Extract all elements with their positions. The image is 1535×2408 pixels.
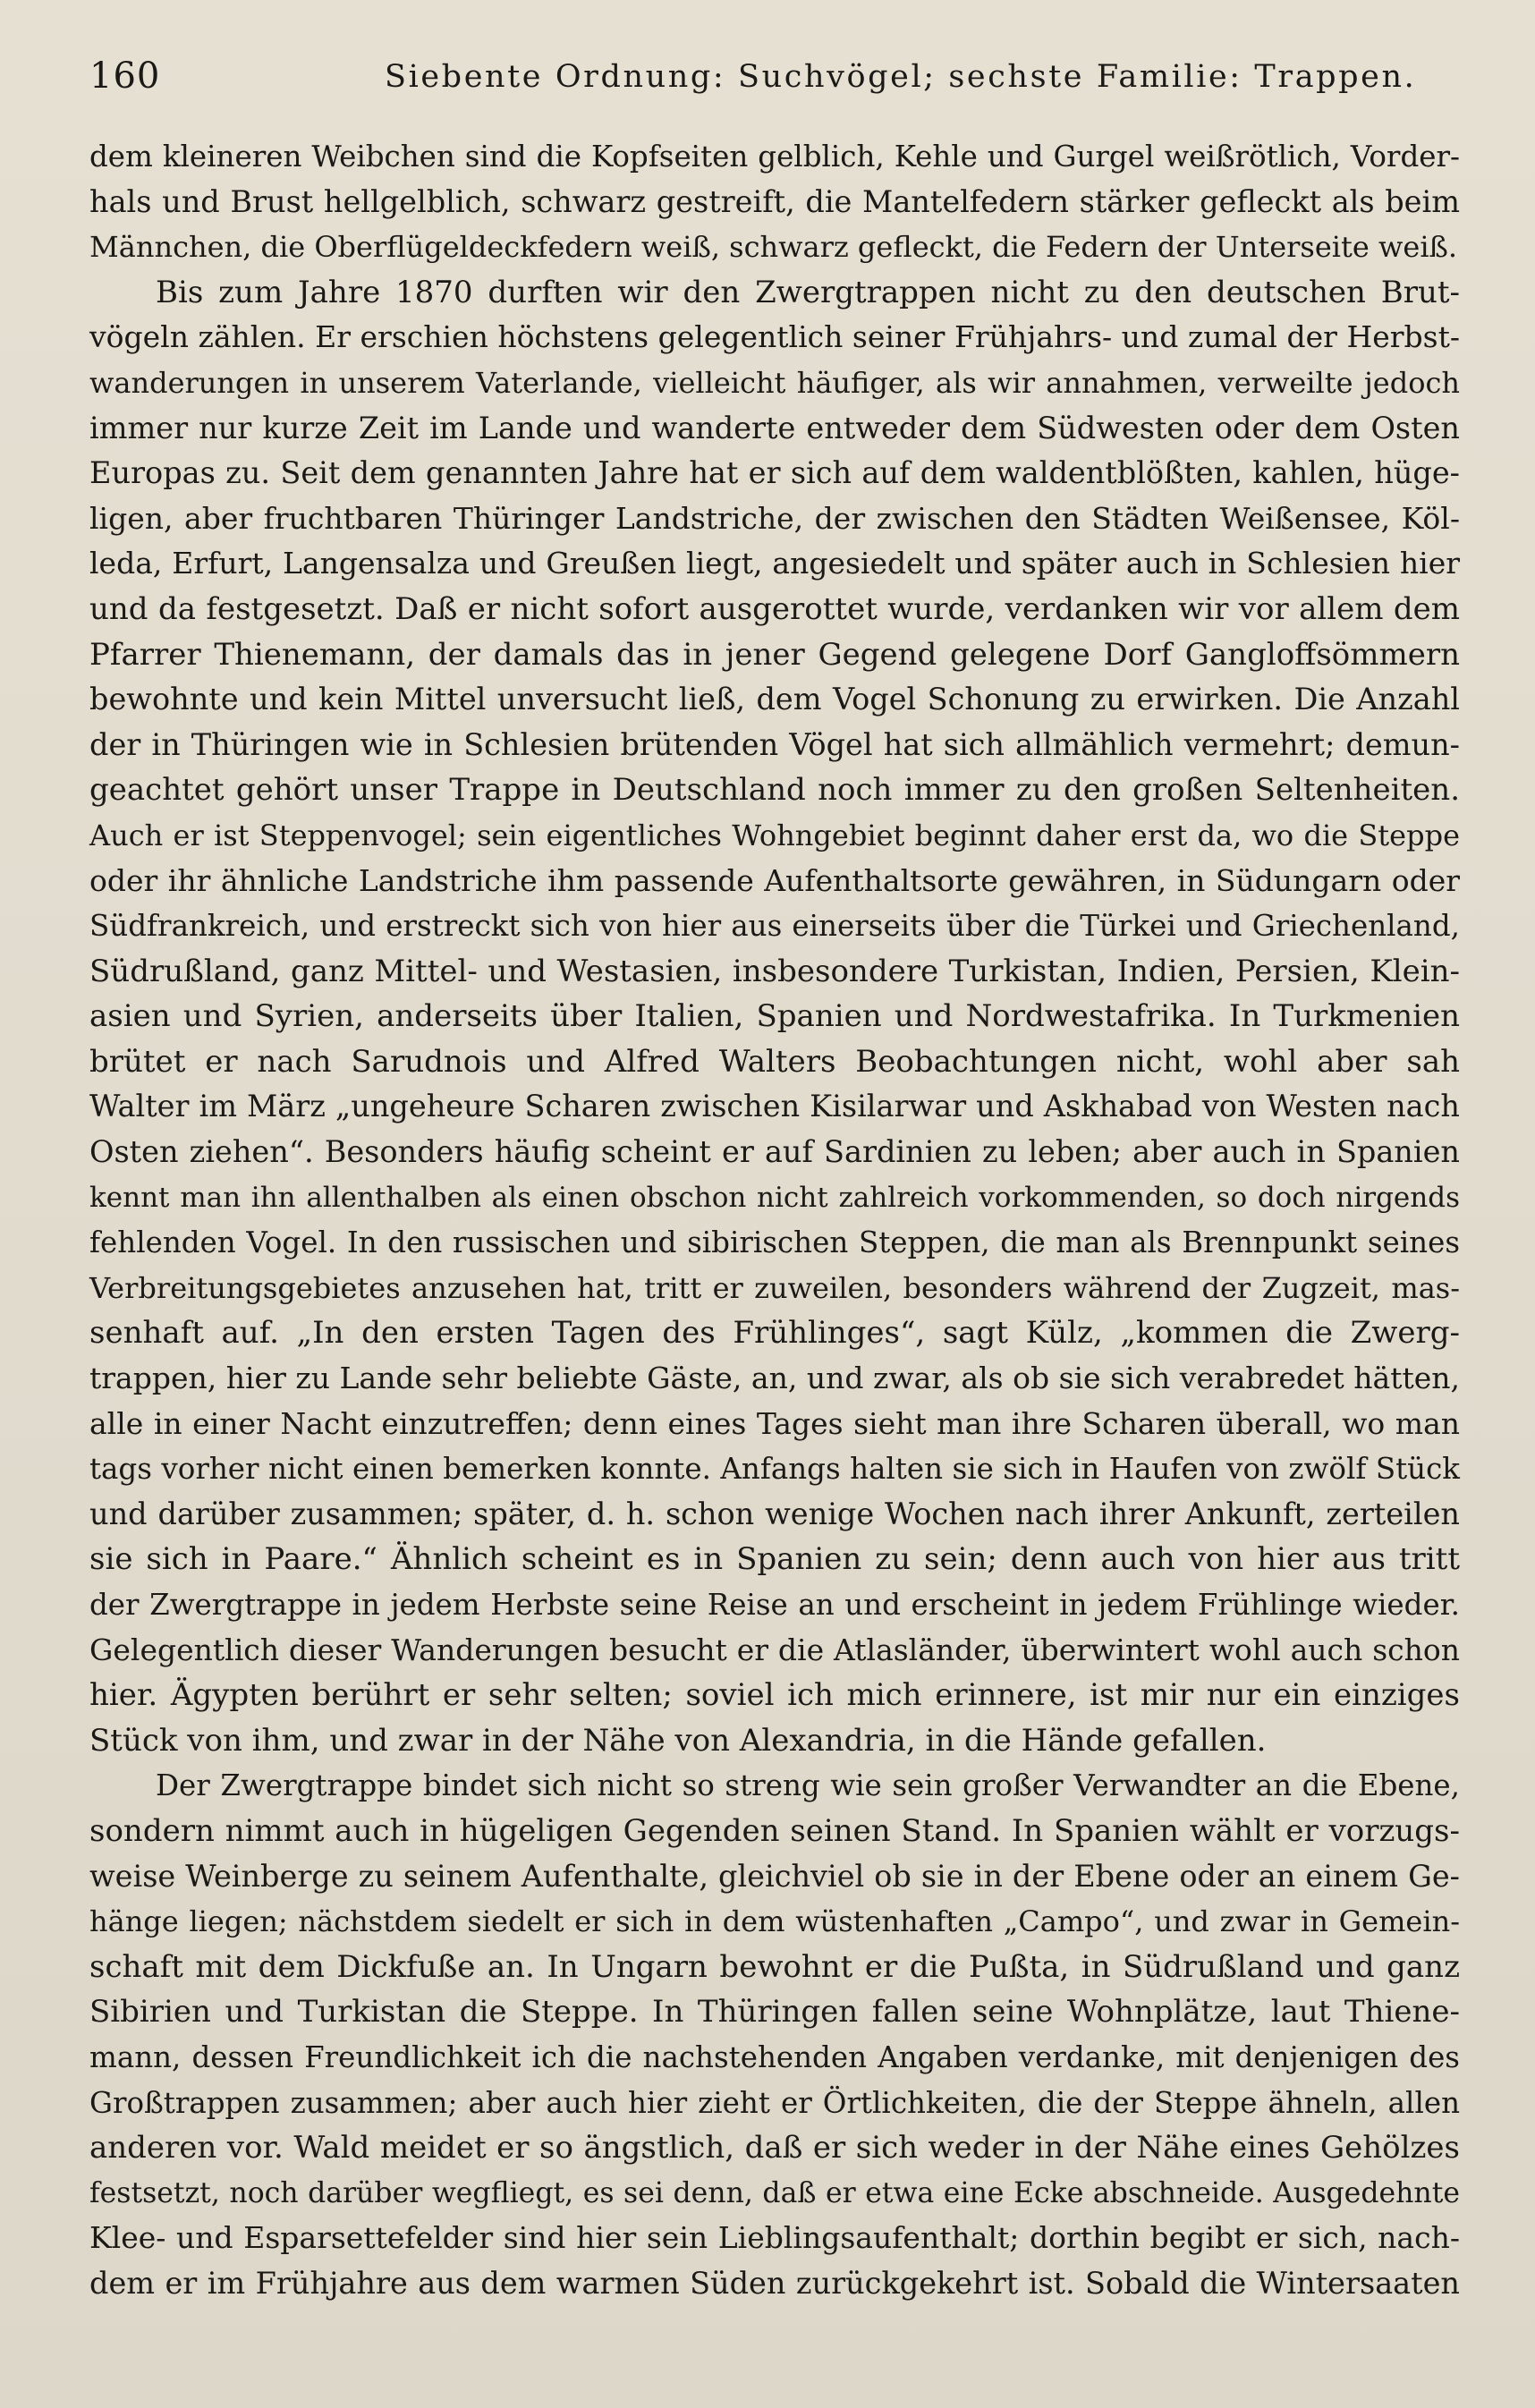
text-line: Osten ziehen“. Besonders häufig scheint er auf Sardinien zu leben; aber auch in Spanien bbox=[89, 1134, 1460, 1170]
running-head: Siebente Ordnung: Suchvögel; sechste Familie: Trappen. bbox=[385, 59, 1417, 95]
text-line: Sibirien und Turkistan die Steppe. In Thüringen fallen seine Wohnplätze, laut Thiene- bbox=[89, 1994, 1460, 2031]
text-line: kennt man ihn allenthalben als einen obschon nicht zahlreich vorkommenden, so doch nirgends bbox=[89, 1181, 1460, 1214]
text-line: Klee- und Esparsettefelder sind hier sein Lieblingsaufenthalt; dorthin begibt er sich, nach- bbox=[89, 2220, 1460, 2256]
text-line: festsetzt, noch darüber wegfliegt, es sei denn, daß er etwa eine Ecke abschneide. Ausgedehnte bbox=[89, 2176, 1460, 2209]
text-line: hals und Brust hellgelblich, schwarz gestreift, die Mantelfedern stärker gefleckt als beim bbox=[89, 183, 1460, 219]
text-line: geachtet gehört unser Trappe in Deutschland noch immer zu den großen Seltenheiten. bbox=[89, 772, 1460, 809]
text-line: Großtrappen zusammen; aber auch hier zieht er Örtlichkeiten, die der Steppe ähneln, allen bbox=[89, 2085, 1460, 2120]
text-line: der in Thüringen wie in Schlesien brütenden Vögel hat sich allmählich vermehrt; demun- bbox=[89, 726, 1460, 762]
body-text bbox=[89, 134, 1460, 2307]
text-line: ligen, aber fruchtbaren Thüringer Landstriche, der zwischen den Städten Weißensee, Köl- bbox=[89, 500, 1460, 536]
text-line: Südfrankreich, und erstreckt sich von hier aus einerseits über die Türkei und Griechenland, bbox=[89, 909, 1460, 944]
text-line: asien und Syrien, anderseits über Italien, Spanien und Nordwestafrika. In Turkmenien bbox=[89, 998, 1460, 1035]
text-line: hänge liegen; nächstdem siedelt er sich in dem wüstenhaften „Campo“, und zwar in Gemein- bbox=[89, 1904, 1460, 1939]
text-line: trappen, hier zu Lande sehr beliebte Gäste, an, und zwar, als ob sie sich verabredet hätten, bbox=[89, 1361, 1460, 1396]
text-line: vögeln zählen. Er erschien höchstens gelegentlich seiner Frühjahrs- und zumal der Herbst- bbox=[89, 319, 1460, 355]
text-line: wanderungen in unserem Vaterlande, vielleicht häufiger, als wir annahmen, verweilte jedoch bbox=[89, 365, 1460, 400]
page-header bbox=[89, 55, 1458, 109]
text-line: immer nur kurze Zeit im Lande und wanderte entweder dem Südwesten oder dem Osten bbox=[89, 410, 1460, 445]
text-line: sondern nimmt auch in hügeligen Gegenden seinen Stand. In Spanien wählt er vorzugs- bbox=[89, 1812, 1460, 1849]
text-line: dem kleineren Weibchen sind die Kopfseiten gelblich, Kehle und Gurgel weißrötlich, Vorder- bbox=[89, 140, 1460, 174]
text-line: bewohnte und kein Mittel unversucht ließ, dem Vogel Schonung zu erwirken. Die Anzahl bbox=[89, 682, 1460, 717]
text-line: alle in einer Nacht einzutreffen; denn eines Tages sieht man ihre Scharen überall, wo man bbox=[89, 1405, 1460, 1441]
text-line: Auch er ist Steppenvogel; sein eigentliches Wohngebiet beginnt daher erst da, wo die Steppe bbox=[89, 818, 1460, 852]
text-line: dem er im Frühjahre aus dem warmen Süden zurückgekehrt ist. Sobald die Wintersaaten bbox=[89, 2265, 1460, 2301]
text-line: sie sich in Paare.“ Ähnlich scheint es in Spanien zu sein; denn auch von hier aus tritt bbox=[89, 1541, 1460, 1578]
text-line: fehlenden Vogel. In den russischen und sibirischen Steppen, die man als Brennpunkt seines bbox=[89, 1225, 1460, 1260]
text-line: Südrußland, ganz Mittel- und Westasien, insbesondere Turkistan, Indien, Persien, Klein- bbox=[89, 953, 1460, 989]
text-line: mann, dessen Freundlichkeit ich die nachstehenden Angaben verdanke, mit denjenigen des bbox=[89, 2039, 1460, 2074]
text-line: Europas zu. Seit dem genannten Jahre hat er sich auf dem waldentblößten, kahlen, hüge- bbox=[89, 455, 1460, 491]
text-line: brütet er nach Sarudnois und Alfred Walters Beobachtungen nicht, wohl aber sah bbox=[89, 1043, 1460, 1080]
text-line: Männchen, die Oberflügeldeckfedern weiß, schwarz gefleckt, die Federn der Unterseite weiß. bbox=[89, 230, 1458, 265]
text-line: weise Weinberge zu seinem Aufenthalte, gleichviel ob sie in der Ebene oder an einem Ge- bbox=[89, 1858, 1460, 1894]
text-line: anderen vor. Wald meidet er so ängstlich, daß er sich weder in der Nähe eines Gehölzes bbox=[89, 2130, 1460, 2166]
text-line: senhaft auf. „In den ersten Tagen des Frühlinges“, sagt Külz, „kommen die Zwerg- bbox=[89, 1315, 1460, 1352]
text-line: Pfarrer Thienemann, der damals das in jener Gegend gelegene Dorf Gangloffsömmern bbox=[89, 636, 1460, 673]
text-line: Der Zwergtrappe bindet sich nicht so streng wie sein großer Verwandter an die Ebene, bbox=[156, 1768, 1460, 1803]
text-line: und da festgesetzt. Daß er nicht sofort ausgerottet wurde, verdanken wir vor allem dem bbox=[89, 590, 1460, 627]
text-line: Stück von ihm, und zwar in der Nähe von Alexandria, in die Hände gefallen. bbox=[89, 1722, 1267, 1759]
text-line: oder ihr ähnliche Landstriche ihm passende Aufenthaltsorte gewähren, in Südungarn oder bbox=[89, 862, 1460, 898]
text-line: hier. Ägypten berührt er sehr selten; soviel ich mich erinnere, ist mir nur ein einziges bbox=[89, 1677, 1460, 1714]
text-line: Verbreitungsgebietes anzusehen hat, tritt er zuweilen, besonders während der Zugzeit, mas- bbox=[89, 1270, 1460, 1305]
text-line: und darüber zusammen; später, d. h. schon wenige Wochen nach ihrer Ankunft, zerteilen bbox=[89, 1496, 1460, 1531]
text-line: leda, Erfurt, Langensalza und Greußen liegt, angesiedelt und später auch in Schlesien hier bbox=[89, 546, 1460, 581]
text-line: tags vorher nicht einen bemerken konnte. Anfangs halten sie sich in Haufen von zwölf Stück bbox=[89, 1452, 1460, 1487]
text-line: der Zwergtrappe in jedem Herbste seine Reise an und erscheint in jedem Frühlinge wieder. bbox=[89, 1588, 1460, 1622]
page-number: 160 bbox=[89, 55, 161, 97]
text-line: schaft mit dem Dickfuße an. In Ungarn bewohnt er die Pußta, in Südrußland und ganz bbox=[89, 1948, 1460, 1985]
text-line: Bis zum Jahre 1870 durften wir den Zwergtrappen nicht zu den deutschen Brut- bbox=[156, 274, 1460, 310]
text-line: Gelegentlich dieser Wanderungen besucht er die Atlasländer, überwintert wohl auch schon bbox=[89, 1632, 1460, 1667]
text-line: Walter im März „ungeheure Scharen zwischen Kisilarwar und Askhabad von Westen nach bbox=[89, 1089, 1460, 1124]
